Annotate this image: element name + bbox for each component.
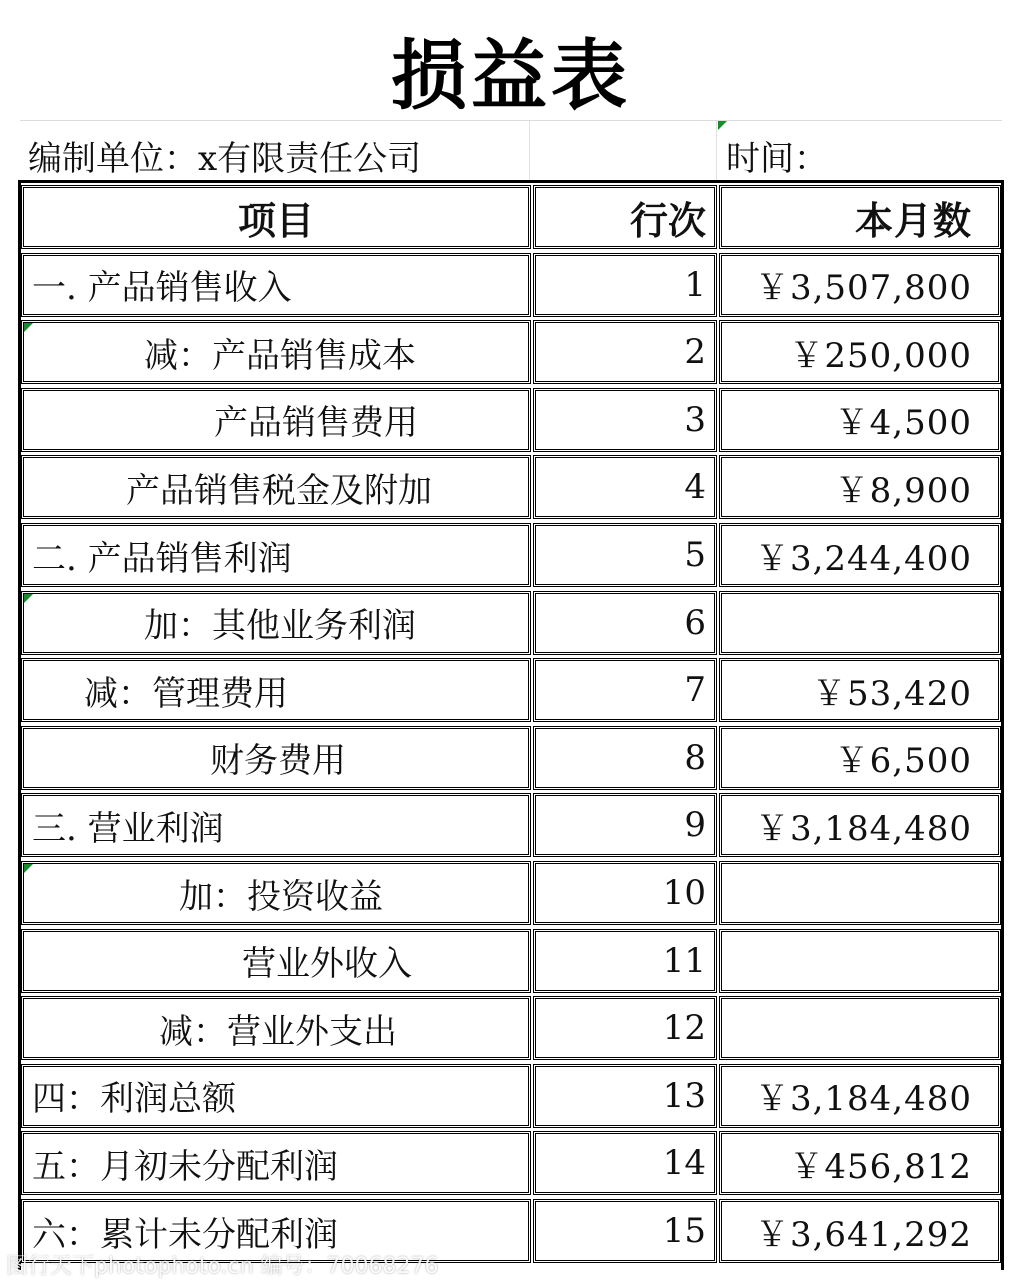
line-number-cell-text: 14 xyxy=(662,1143,706,1184)
item-cell[interactable] xyxy=(21,1064,531,1128)
line-number-cell-text: 7 xyxy=(684,670,706,711)
line-number-cell[interactable] xyxy=(533,1131,717,1195)
amount-cell[interactable] xyxy=(719,320,1001,384)
line-number-cell[interactable] xyxy=(533,523,717,587)
line-number-cell-text: 8 xyxy=(684,737,706,778)
company-unit-label: 编制单位：x有限责任公司 xyxy=(28,139,422,179)
amount-cell[interactable] xyxy=(719,523,1001,587)
amount-cell[interactable] xyxy=(719,1199,1001,1263)
item-cell-text: 减：管理费用 xyxy=(84,673,288,714)
item-cell-text: 财务费用 xyxy=(210,741,346,782)
header-amount[interactable] xyxy=(719,185,1001,249)
amount-cell-text: ￥6,500 xyxy=(834,741,972,782)
cell-comment-marker xyxy=(718,121,727,130)
amount-cell[interactable] xyxy=(719,455,1001,519)
item-cell[interactable] xyxy=(21,1131,531,1195)
amount-cell[interactable] xyxy=(719,861,1001,925)
line-number-cell[interactable] xyxy=(533,793,717,857)
header-line-no-text: 行次 xyxy=(629,198,706,243)
item-cell[interactable] xyxy=(21,320,531,384)
amount-cell-text: ￥3,507,800 xyxy=(754,268,972,309)
header-item[interactable] xyxy=(21,185,531,249)
item-cell-text: 营业外收入 xyxy=(242,944,412,985)
amount-cell-text: ￥3,184,480 xyxy=(754,1079,972,1120)
line-number-cell-text: 10 xyxy=(662,873,706,913)
item-cell-text: 减：产品销售成本 xyxy=(144,335,416,376)
amount-cell-text: ￥250,000 xyxy=(789,335,972,376)
item-cell[interactable] xyxy=(21,658,531,722)
item-cell[interactable] xyxy=(21,455,531,519)
line-number-cell-text: 6 xyxy=(684,602,706,643)
item-cell[interactable] xyxy=(21,929,531,993)
line-number-cell[interactable] xyxy=(533,455,717,519)
item-cell[interactable] xyxy=(21,996,531,1060)
page-title: 损益表 xyxy=(391,30,631,120)
line-number-cell-text: 15 xyxy=(662,1211,706,1251)
cell-comment-marker xyxy=(24,864,33,873)
cell-comment-marker xyxy=(24,323,33,332)
line-number-cell-text: 9 xyxy=(684,805,706,846)
amount-cell-text: ￥8,900 xyxy=(834,470,972,511)
amount-cell-text: ￥3,244,400 xyxy=(754,538,972,579)
line-number-cell[interactable] xyxy=(533,1064,717,1128)
item-cell-text: 减：营业外支出 xyxy=(159,1011,397,1052)
line-number-cell[interactable] xyxy=(533,1199,717,1263)
line-number-cell-text: 5 xyxy=(684,535,706,575)
amount-cell[interactable] xyxy=(719,388,1001,452)
amount-cell-text: ￥3,184,480 xyxy=(754,808,972,849)
divider xyxy=(716,121,717,181)
amount-cell[interactable] xyxy=(719,1064,1001,1128)
amount-cell-text: ￥4,500 xyxy=(834,403,972,444)
header-line-no[interactable] xyxy=(533,185,717,249)
cell-comment-marker xyxy=(24,594,33,603)
date-label: 时间： xyxy=(726,139,828,179)
line-number-cell[interactable] xyxy=(533,253,717,317)
income-statement-table xyxy=(18,180,1004,1270)
item-cell[interactable] xyxy=(21,253,531,317)
line-number-cell-text: 1 xyxy=(684,264,706,305)
line-number-cell[interactable] xyxy=(533,861,717,925)
title-bar xyxy=(20,18,1002,120)
line-number-cell[interactable] xyxy=(533,320,717,384)
line-number-cell[interactable] xyxy=(533,996,717,1060)
line-number-cell[interactable] xyxy=(533,658,717,722)
item-cell-text: 六：累计未分配利润 xyxy=(32,1214,338,1255)
line-number-cell[interactable] xyxy=(533,929,717,993)
amount-cell-text: ￥53,420 xyxy=(812,673,972,714)
line-number-cell[interactable] xyxy=(533,388,717,452)
item-cell-text: 加：其他业务利润 xyxy=(144,606,416,647)
amount-cell[interactable] xyxy=(719,726,1001,790)
item-cell-text: 五：月初未分配利润 xyxy=(32,1146,338,1187)
item-cell-text: 二. 产品销售利润 xyxy=(32,538,292,579)
amount-cell[interactable] xyxy=(719,658,1001,722)
item-cell-text: 四：利润总额 xyxy=(32,1079,236,1120)
item-cell-text: 三. 营业利润 xyxy=(32,808,224,849)
header-item-text: 项目 xyxy=(237,198,314,243)
amount-cell[interactable] xyxy=(719,929,1001,993)
line-number-cell-text: 2 xyxy=(684,332,706,373)
amount-cell[interactable] xyxy=(719,793,1001,857)
item-cell[interactable] xyxy=(21,388,531,452)
line-number-cell-text: 12 xyxy=(662,1008,706,1049)
line-number-cell-text: 4 xyxy=(684,467,706,508)
item-cell[interactable] xyxy=(21,523,531,587)
line-number-cell-text: 11 xyxy=(662,940,706,981)
header-amount-text: 本月数 xyxy=(854,198,972,243)
item-cell[interactable] xyxy=(21,861,531,925)
meta-row xyxy=(20,120,1002,181)
item-cell[interactable] xyxy=(21,726,531,790)
line-number-cell[interactable] xyxy=(533,591,717,655)
item-cell-text: 产品销售费用 xyxy=(214,403,418,444)
divider xyxy=(529,121,530,181)
line-number-cell-text: 3 xyxy=(684,399,706,440)
item-cell[interactable] xyxy=(21,793,531,857)
amount-cell[interactable] xyxy=(719,996,1001,1060)
watermark: 图行天下photophoto.cn 编号：70068276 xyxy=(6,1254,439,1279)
item-cell-text: 加：投资收益 xyxy=(179,876,383,917)
item-cell-text: 一. 产品销售收入 xyxy=(32,268,292,309)
amount-cell[interactable] xyxy=(719,253,1001,317)
amount-cell-text: ￥3,641,292 xyxy=(754,1214,972,1255)
item-cell[interactable] xyxy=(21,591,531,655)
amount-cell[interactable] xyxy=(719,591,1001,655)
line-number-cell-text: 13 xyxy=(662,1075,706,1116)
amount-cell[interactable] xyxy=(719,1131,1001,1195)
line-number-cell[interactable] xyxy=(533,726,717,790)
item-cell-text: 产品销售税金及附加 xyxy=(126,470,432,511)
amount-cell-text: ￥456,812 xyxy=(789,1146,972,1187)
